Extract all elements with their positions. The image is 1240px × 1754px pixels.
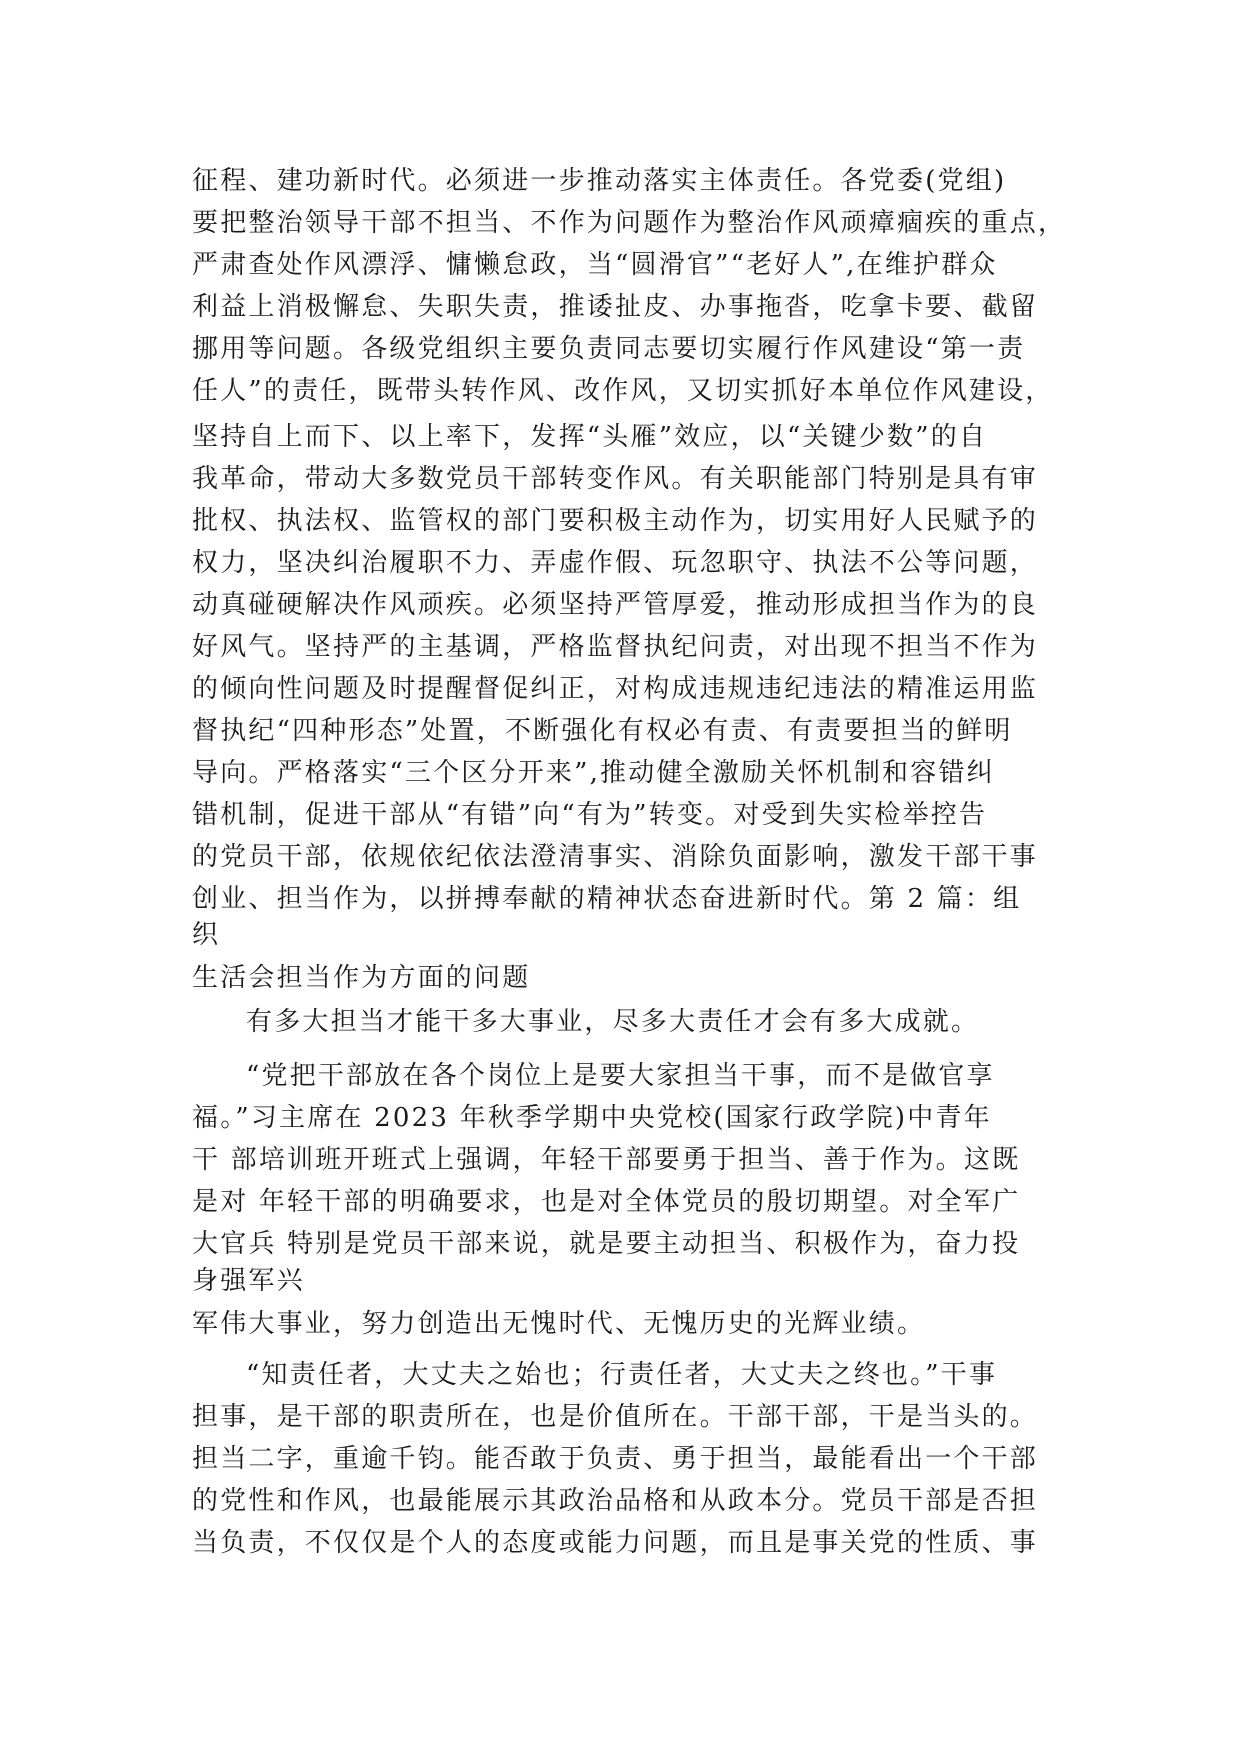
text-line: 身强军兴 — [192, 1266, 305, 1296]
text-line: 批权、执法权、监管权的部门要积极主动作为，切实用好人民赋予的 — [192, 506, 1039, 536]
text-line: 是对 年轻干部的明确要求，也是对全体党员的殷切期望。对全军广 — [192, 1187, 1021, 1217]
section-heading: 生活会担当作为方面的问题 — [192, 963, 531, 993]
text-line: 任人”的责任，既带头转作风、改作风，又切实抓好本单位作风建设， — [192, 376, 1054, 406]
text-line: 的党员干部，依规依纪依法澄清事实、消除负面影响，激发干部干事 — [192, 842, 1039, 872]
text-line: 督执纪“四种形态”处置，不断强化有权必有责、有责要担当的鲜明 — [192, 716, 1013, 746]
text-line: 错机制，促进干部从“有错”向“有为”转变。对受到失实检举控告 — [192, 800, 988, 830]
text-line: 利益上消极懈怠、失职失责，推诿扯皮、办事拖沓，吃拿卡要、截留 — [192, 292, 1039, 322]
text-line: 好风气。坚持严的主基调，严格监督执纪问责，对出现不担当不作为 — [192, 632, 1039, 662]
text-line: 创业、担当作为，以拼搏奉献的精神状态奋进新时代。第 2 篇：组 — [192, 884, 1022, 914]
text-line: 挪用等问题。各级党组织主要负责同志要切实履行作风建设“第一责 — [192, 334, 1026, 364]
text-line: “党把干部放在各个岗位上是要大家担当干事，而不是做官享 — [246, 1061, 995, 1091]
text-line: 福。”习主席在 2023 年秋季学期中央党校(国家行政学院)中青年 — [192, 1103, 992, 1133]
text-line: 我革命，带动大多数党员干部转变作风。有关职能部门特别是具有审 — [192, 464, 1039, 494]
text-line: 动真碰硬解决作风顽疾。必须坚持严管厚爱，推动形成担当作为的良 — [192, 590, 1039, 620]
text-line: 权力，坚决纠治履职不力、弄虚作假、玩忽职守、执法不公等问题， — [192, 548, 1039, 578]
text-line: 织 — [192, 920, 221, 950]
text-line: 当负责，不仅仅是个人的态度或能力问题，而且是事关党的性质、事 — [192, 1528, 1039, 1558]
text-line: 有多大担当才能干多大事业，尽多大责任才会有多大成就。 — [246, 1007, 980, 1037]
text-line: 严肃查处作风漂浮、慵懒怠政，当“圆滑官”“老好人”,在维护群众 — [192, 250, 998, 280]
text-line: “知责任者，大丈夫之始也；行责任者，大丈夫之终也。”干事 — [246, 1360, 998, 1390]
text-line: 坚持自上而下、以上率下，发挥“头雁”效应，以“关键少数”的自 — [192, 422, 988, 452]
text-line: 导向。严格落实“三个区分开来”,推动健全激励关怀机制和容错纠 — [192, 758, 995, 788]
text-line: 的党性和作风，也最能展示其政治品格和从政本分。党员干部是否担 — [192, 1486, 1039, 1516]
text-line: 征程、建功新时代。必须进一步推动落实主体责任。各党委(党组) — [192, 166, 1007, 196]
text-line: 大官兵 特别是党员干部来说，就是要主动担当、积极作为，奋力投 — [192, 1229, 1021, 1259]
text-line: 的倾向性问题及时提醒督促纠正，对构成违规违纪违法的精准运用监 — [192, 674, 1039, 704]
text-line: 军伟大事业，努力创造出无愧时代、无愧历史的光辉业绩。 — [192, 1309, 926, 1339]
text-line: 担当二字，重逾千钧。能否敢于负责、勇于担当，最能看出一个干部 — [192, 1444, 1039, 1474]
text-line: 要把整治领导干部不担当、不作为问题作为整治作风顽瘴痼疾的重点， — [192, 208, 1067, 238]
text-line: 担事，是干部的职责所在，也是价值所在。干部干部，干是当头的。 — [192, 1402, 1039, 1432]
text-line: 干 部培训班开班式上强调，年轻干部要勇于担当、善于作为。这既 — [192, 1145, 1021, 1175]
